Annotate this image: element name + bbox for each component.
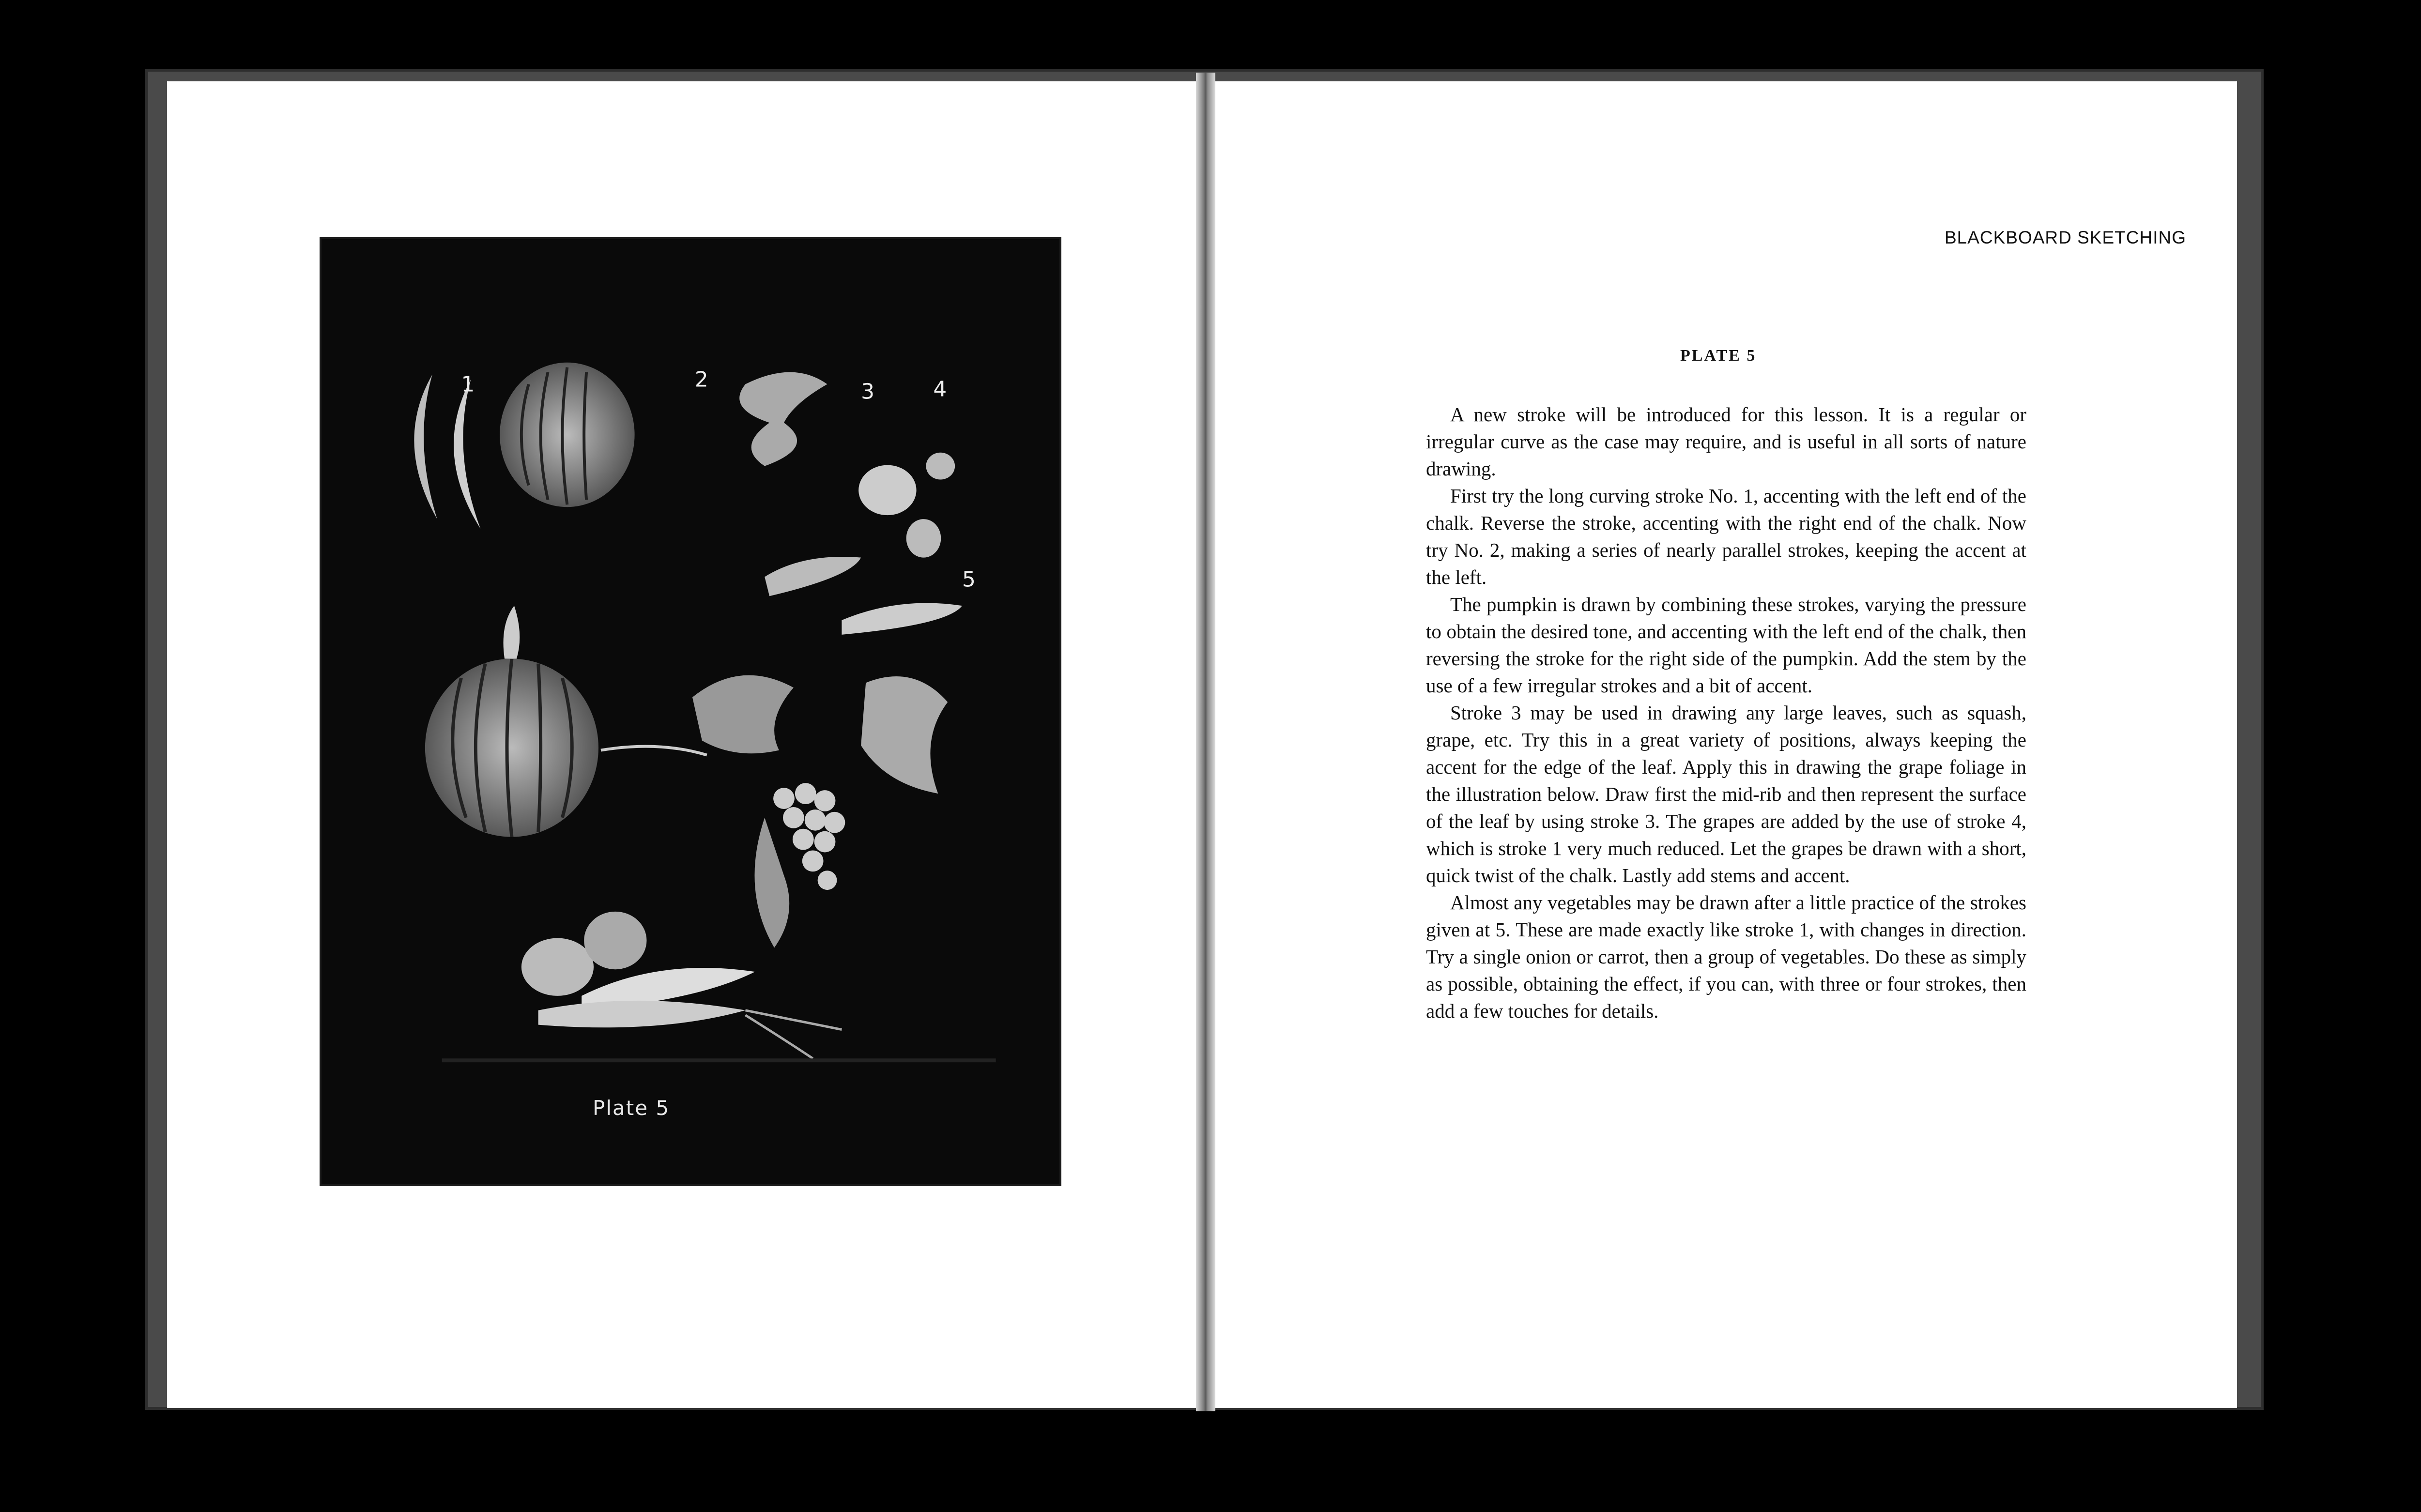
stroke-1-crescent (414, 375, 437, 519)
carrot-drawing (538, 1001, 746, 1027)
paragraph: The pumpkin is drawn by combining these strokes, varying the pressure to obtain the desired tone, and accenting with the left end of the chalk, then reversing the stroke for the right side of the pumpkin. Add the stem by the use of a few irregular strokes and a bit of accent. (1426, 593, 2026, 697)
grape-leaf-drawing (692, 675, 794, 754)
grape-leaf-drawing (861, 676, 948, 794)
plate-title: PLATE 5 (1680, 347, 1757, 365)
stroke-number: 5 (962, 567, 976, 592)
lesson-text (1426, 401, 2026, 1024)
plate-caption: Plate 5 (593, 1096, 670, 1120)
onion-drawing (521, 938, 594, 996)
stroke-1-crescent (454, 380, 480, 529)
left-page (167, 81, 1201, 1408)
onion-drawing (584, 912, 646, 969)
stroke-number: 4 (933, 377, 947, 402)
right-page (1206, 81, 2237, 1408)
paragraph: Almost any vegetables may be drawn after a little practice of the strokes given at 5. These are made exactly like stroke 1, with changes in direction. Try a single onion or carrot, then a group of vegetables. Do these as simply as possible, obtaining the effect, if you can, with three or four strokes, then add a few touches for details. (1426, 891, 2026, 1022)
stroke-5-carrot (842, 603, 962, 634)
grape-bunch-drawing (773, 783, 845, 890)
stroke-number: 1 (461, 372, 475, 397)
running-head: BLACKBOARD SKETCHING (1944, 228, 2186, 247)
stroke-number: 2 (694, 367, 708, 392)
paragraph: First try the long curving stroke No. 1, accenting with the left end of the chalk. Reverse the stroke, accenting with the right end of the chalk. Now try No. 2, making a series of nearly parallel strokes, keeping the accent at the left. (1426, 485, 2026, 588)
paragraph: A new stroke will be introduced for this lesson. It is a regular or irregular curve as the case may require, and is useful in all sorts of nature drawing. (1426, 403, 2026, 480)
stroke-4-grape (926, 453, 955, 480)
stroke-4-grape (906, 519, 941, 558)
plate-drawing (322, 239, 1059, 1184)
stroke-number: 3 (861, 379, 875, 404)
stroke-5-carrot (765, 557, 861, 596)
stroke-3-leaf (739, 372, 827, 466)
paragraph: Stroke 3 may be used in drawing any large leaves, such as squash, grape, etc. Try this in a great variety of positions, always keeping the accent for the edge of the leaf. Apply this in drawing the grape foliage in the illustration below. Draw first the mid-rib and then represent the surface of the leaf by using stroke 3. The grapes are added by the use of stroke 4, which is stroke 1 very much reduced. Let the grapes be drawn with a short, quick twist of the chalk. Lastly add stems and accent. (1426, 702, 2026, 886)
blackboard-plate-illustration (320, 237, 1061, 1186)
book-gutter (1196, 73, 1215, 1411)
stroke-4-grape (858, 465, 916, 515)
